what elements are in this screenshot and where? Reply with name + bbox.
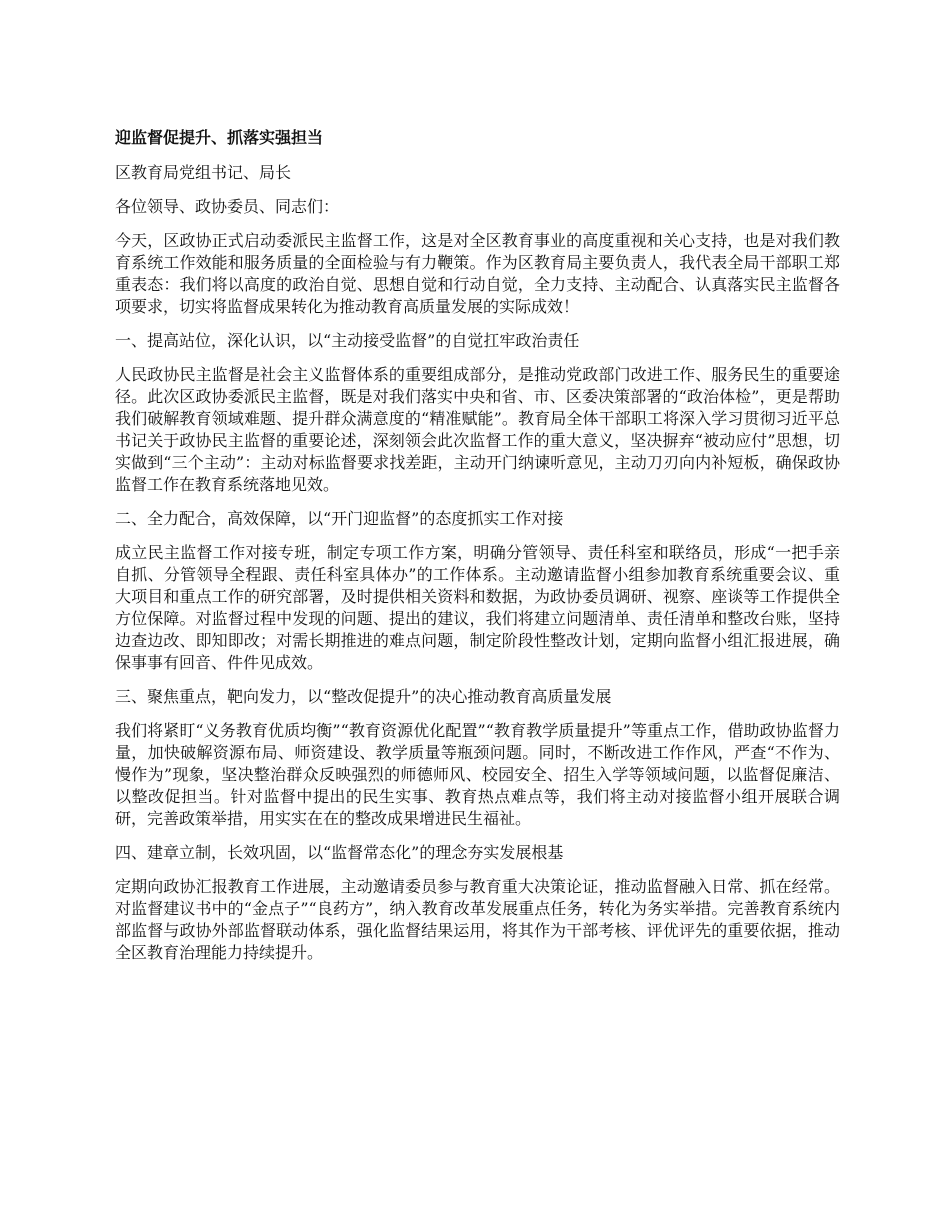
section-heading-1: 一、提高站位，深化认识，以“主动接受监督”的自觉扛牢政治责任 xyxy=(115,331,580,350)
section-body-4: 定期向政协汇报教育工作进展，主动邀请委员参与教育重大决策论证，推动监督融入日常、抓在经常。对监督建议书中的“金点子”“良药方”，纳入教育改革发展重点任务，转化为务实举措。完善教育系统内部监督与政协外部监督联动体系，强化监督结果运用，将其作为干部考核、评优评先的重要依据，推动全区教育治理能力持续提升。 xyxy=(115,877,840,962)
document-page xyxy=(115,126,840,976)
section-body-2: 成立民主监督工作对接专班，制定专项工作方案，明确分管领导、责任科室和联络员，形成“一把手亲自抓、分管领导全程跟、责任科室具体办”的工作体系。主动邀请监督小组参加教育系统重要会议、重大项目和重点工作的研究部署，及时提供相关资料和数据，为政协委员调研、视察、座谈等工作提供全方位保障。对监督过程中发现的问题、提出的建议，我们将建立问题清单、责任清单和整改台账，坚持边查边改、即知即改；对需长期推进的难点问题，制定阶段性整改计划，定期向监督小组汇报进展，确保事事有回音、件件见成效。 xyxy=(115,543,840,672)
document-title: 迎监督促提升、抓落实强担当 xyxy=(115,128,324,147)
section-heading-3: 三、聚焦重点，靶向发力，以“整改促提升”的决心推动教育高质量发展 xyxy=(115,687,612,706)
section-body-1: 人民政协民主监督是社会主义监督体系的重要组成部分，是推动党政部门改进工作、服务民生的重要途径。此次区政协委派民主监督，既是对我们落实中央和省、市、区委决策部署的“政治体检”，更是帮助我们破解教育领域难题、提升群众满意度的“精准赋能”。教育局全体干部职工将深入学习贯彻习近平总书记关于政协民主监督的重要论述，深刻领会此次监督工作的重大意义，坚决摒弃“被动应付”思想，切实做到“三个主动”：主动对标监督要求找差距，主动开门纳谏听意见，主动刀刃向内补短板，确保政协监督工作在教育系统落地见效。 xyxy=(115,365,840,494)
intro-paragraph: 今天，区政协正式启动委派民主监督工作，这是对全区教育事业的高度重视和关心支持，也是对我们教育系统工作效能和服务质量的全面检验与有力鞭策。作为区教育局主要负责人，我代表全局干部职工郑重表态：我们将以高度的政治自觉、思想自觉和行动自觉，全力支持、主动配合、认真落实民主监督各项要求，切实将监督成果转化为推动教育高质量发展的实际成效！ xyxy=(115,231,840,316)
author-line: 区教育局党组书记、局长 xyxy=(115,163,292,182)
section-heading-4: 四、建章立制，长效巩固，以“监督常态化”的理念夯实发展根基 xyxy=(115,843,564,862)
section-heading-2: 二、全力配合，高效保障，以“开门迎监督”的态度抓实工作对接 xyxy=(115,509,564,528)
greeting: 各位领导、政协委员、同志们： xyxy=(115,197,340,216)
section-body-3: 我们将紧盯“义务教育优质均衡”“教育资源优化配置”“教育教学质量提升”等重点工作，借助政协监督力量，加快破解资源布局、师资建设、教学质量等瓶颈问题。同时，不断改进工作作风，严查“不作为、慢作为”现象，坚决整治群众反映强烈的师德师风、校园安全、招生入学等领域问题，以监督促廉洁、以整改促担当。针对监督中提出的民生实事、教育热点难点等，我们将主动对接监督小组开展联合调研，完善政策举措，用实实在在的整改成果增进民生福祉。 xyxy=(115,721,840,828)
